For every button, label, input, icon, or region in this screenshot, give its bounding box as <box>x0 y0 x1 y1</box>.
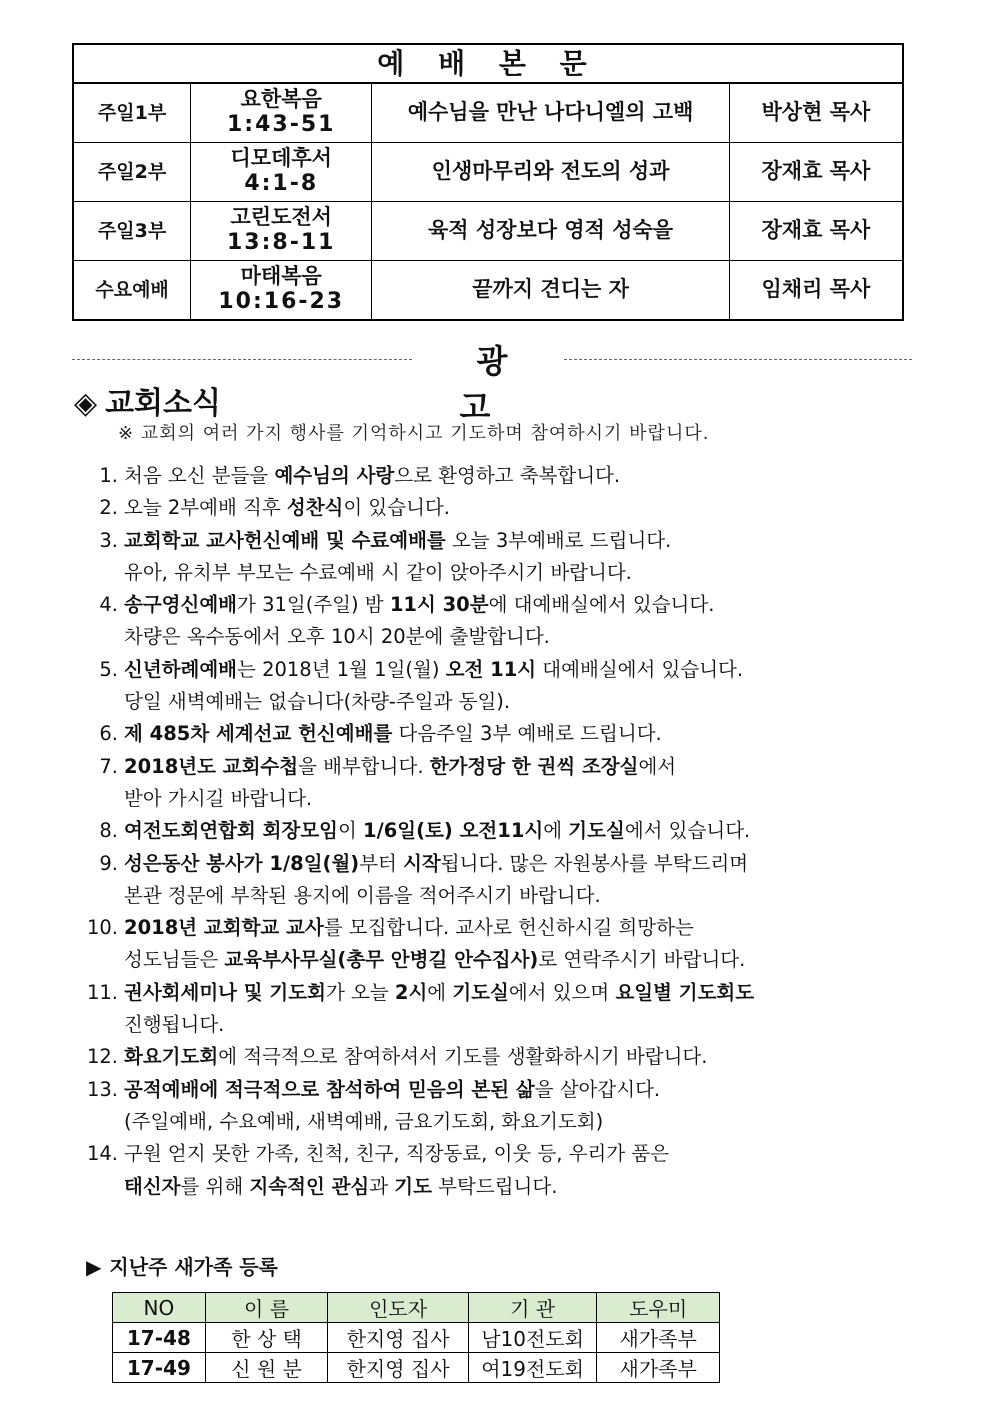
plain-text: 에 적극적으로 참여하셔서 기도를 생활화하시기 바랍니다. <box>218 1045 708 1069</box>
announcement-line <box>72 977 942 1009</box>
sermon-title: 예수님을 만난 나다니엘의 고백 <box>372 83 729 143</box>
emphasis-text: 요일별 기도회도 <box>615 980 755 1004</box>
plain-text: 가 31일(주일) 밤 <box>237 593 390 617</box>
service-name: 주일1부 <box>73 83 191 143</box>
announcement-text <box>124 561 632 584</box>
diamond-icon: ◈ <box>74 386 98 421</box>
plain-text: 유아, 유치부 부모는 수료예배 시 같이 앉아주시기 바랍니다. <box>124 560 632 584</box>
table-row <box>113 1353 720 1383</box>
emphasis-text: 공적예배에 적극적으로 참석하여 믿음의 본된 삶 <box>124 1077 535 1101</box>
emphasis-text: 성찬식 <box>286 496 344 520</box>
announcement-item <box>72 1138 942 1203</box>
plain-text: 이 있습니다. <box>343 496 450 520</box>
emphasis-text: 2018년 교회학교 교사 <box>124 916 324 940</box>
announcement-line <box>72 1138 942 1170</box>
scripture-cell <box>191 261 372 321</box>
emphasis-text: 여전도회연합회 회장모임 <box>124 819 338 843</box>
plain-text: 부터 <box>359 851 404 875</box>
announcement-number: 2. <box>99 496 118 520</box>
scripture-reference: 4:1-8 <box>244 171 319 197</box>
plain-text: 를 모집합니다. 교사로 헌신하시길 희망하는 <box>323 916 694 940</box>
table-cell: 17-48 <box>113 1323 206 1353</box>
plain-text: 로 연락주시기 바랍니다. <box>538 948 746 972</box>
section-note: ※ 교회의 여러 가지 행사를 기억하시고 기도하며 참여하시기 바랍니다. <box>118 423 710 444</box>
worship-title: 예 배 본 문 <box>73 44 903 83</box>
scripture-book: 고린도전서 <box>230 205 332 230</box>
announcement-number: 1. <box>99 464 118 487</box>
plain-text: 당일 새벽예배는 없습니다(차량-주일과 동일). <box>124 690 511 714</box>
emphasis-text: 지속적인 관심 <box>249 1174 370 1198</box>
plain-text: 오늘 2부예배 직후 <box>124 496 287 520</box>
emphasis-text: 2018년도 교회수첩 <box>124 754 299 778</box>
new-family-table <box>112 1292 720 1383</box>
triangle-right-icon: ▶ <box>86 1255 102 1279</box>
worship-row <box>73 202 903 261</box>
announcement-line <box>72 783 942 815</box>
sermon-title: 인생마무리와 전도의 성과 <box>372 143 729 202</box>
table-row <box>113 1323 720 1353</box>
emphasis-text: 태신자 <box>124 1174 181 1198</box>
plain-text: 받아 가시길 바랍니다. <box>124 786 313 810</box>
announcement-text <box>124 787 312 810</box>
plain-text: 처음 오신 분들을 <box>124 464 275 487</box>
scripture-reference: 1:43-51 <box>227 112 336 138</box>
new-family-header: 도우미 <box>597 1293 720 1323</box>
scripture-book: 디모데후서 <box>230 146 332 171</box>
emphasis-text: 2시 <box>394 980 428 1004</box>
worship-row <box>73 261 903 321</box>
preacher: 장재효 목사 <box>729 202 903 261</box>
announcement-line <box>72 718 942 750</box>
announcement-list <box>72 460 942 1203</box>
announcement-text <box>124 981 754 1004</box>
plain-text: 다음주일 3부 예배로 드립니다. <box>392 722 662 746</box>
worship-table <box>72 43 904 321</box>
new-family-header: 인도자 <box>328 1293 469 1323</box>
announcement-text <box>124 755 676 778</box>
table-cell: 한지영 집사 <box>328 1323 469 1353</box>
announcement-line <box>72 1009 942 1041</box>
announcement-number: 10. <box>86 916 118 940</box>
worship-row <box>73 83 903 143</box>
plain-text: 에 <box>427 980 453 1004</box>
section-title: 교회소식 <box>105 386 221 421</box>
table-cell: 17-49 <box>113 1353 206 1383</box>
announcement-text <box>124 916 694 939</box>
announcement-number: 8. <box>99 819 118 843</box>
announcement-number: 12. <box>86 1045 118 1069</box>
announcement-item <box>72 1041 942 1073</box>
preacher: 박상현 목사 <box>729 83 903 143</box>
announcement-line <box>72 848 942 880</box>
announcement-item <box>72 848 942 913</box>
emphasis-text: 화요기도회 <box>124 1045 219 1069</box>
table-cell: 여19전도회 <box>468 1353 597 1383</box>
announcement-item <box>72 912 942 977</box>
announcement-text <box>124 496 450 519</box>
plain-text: 을 살아갑시다. <box>534 1077 661 1101</box>
plain-text: 과 <box>369 1174 395 1198</box>
plain-text: 부탁드립니다. <box>431 1174 558 1198</box>
scripture-book: 마태복음 <box>240 264 322 289</box>
announcement-number: 7. <box>99 754 118 778</box>
announcement-item <box>72 718 942 750</box>
announcement-line <box>72 525 942 557</box>
scripture-cell <box>191 83 372 143</box>
plain-text: 가 오늘 <box>325 980 395 1004</box>
announcement-line <box>72 460 942 492</box>
plain-text: 에 <box>543 819 569 843</box>
announcement-text <box>124 1013 224 1036</box>
announcement-item <box>72 751 942 816</box>
plain-text: 에서 있으며 <box>508 980 616 1004</box>
announcement-line <box>72 944 942 976</box>
announcement-line <box>72 557 942 589</box>
announcement-item <box>72 654 942 719</box>
preacher: 임채리 목사 <box>729 261 903 321</box>
worship-row <box>73 143 903 202</box>
announcement-number: 13. <box>86 1077 118 1101</box>
announcement-text <box>124 625 550 648</box>
emphasis-text: 제 485차 세계선교 헌신예배를 <box>124 722 393 746</box>
announcement-text <box>124 1078 660 1101</box>
emphasis-text: 성은동산 봉사가 1/8일(월) <box>124 851 360 875</box>
announcement-text <box>124 690 510 713</box>
announcement-line <box>72 1106 942 1138</box>
table-cell: 새가족부 <box>597 1323 720 1353</box>
sermon-title: 육적 성장보다 영적 성숙을 <box>372 202 729 261</box>
announcement-number: 5. <box>99 657 118 681</box>
plain-text: 구원 얻지 못한 가족, 친척, 친구, 직장동료, 이웃 등, 우리가 품은 <box>124 1142 670 1166</box>
plain-text: 를 위해 <box>180 1174 250 1198</box>
announcement-line <box>72 1171 942 1203</box>
scripture-book: 요한복음 <box>240 87 322 112</box>
scripture-reference: 13:8-11 <box>227 230 336 256</box>
announcement-line <box>72 492 942 524</box>
announcement-line <box>72 686 942 718</box>
announcement-item <box>72 589 942 654</box>
table-cell: 새가족부 <box>597 1353 720 1383</box>
scripture-cell <box>191 143 372 202</box>
plain-text: 으로 환영하고 축복합니다. <box>394 464 621 487</box>
emphasis-text: 기도실 <box>452 980 509 1004</box>
plain-text: 에서 <box>638 754 677 778</box>
announcement-number: 4. <box>99 593 118 617</box>
new-family-title: 지난주 새가족 등록 <box>109 1255 278 1279</box>
emphasis-text: 한가정당 한 권씩 조장실 <box>429 754 639 778</box>
emphasis-text: 예수님의 사랑 <box>274 464 395 487</box>
announcement-line <box>72 912 942 944</box>
divider-line-left <box>72 359 412 360</box>
plain-text: 대예배실에서 있습니다. <box>536 657 744 681</box>
service-name: 수요예배 <box>73 261 191 321</box>
table-cell: 한 상 택 <box>205 1323 328 1353</box>
plain-text: 됩니다. 많은 자원봉사를 부탁드리며 <box>440 851 749 875</box>
plain-text: 에 대예배실에서 있습니다. <box>488 593 715 617</box>
plain-text: 성도님들은 <box>124 948 225 972</box>
table-cell: 남10전도회 <box>468 1323 597 1353</box>
emphasis-text: 기도 <box>394 1174 432 1198</box>
emphasis-text: 송구영신예배 <box>124 593 238 617</box>
announcement-line <box>72 815 942 847</box>
announcement-text <box>124 1142 669 1165</box>
announcement-line <box>72 621 942 653</box>
emphasis-text: 오전 11시 <box>445 657 537 681</box>
announcement-item <box>72 815 942 847</box>
plain-text: 본관 정문에 부착된 용지에 이름을 적어주시기 바랍니다. <box>124 883 601 907</box>
new-family-header: NO <box>113 1293 206 1323</box>
emphasis-text: 신년하례예배 <box>124 657 238 681</box>
scripture-cell <box>191 202 372 261</box>
section-heading <box>74 378 221 422</box>
plain-text: (주일예배, 수요예배, 새벽예배, 금요기도회, 화요기도회) <box>124 1109 604 1133</box>
table-cell: 신 원 분 <box>205 1353 328 1383</box>
emphasis-text: 시작 <box>403 851 441 875</box>
announcement-item <box>72 492 942 524</box>
announcement-number: 14. <box>86 1142 118 1166</box>
announcement-text <box>124 1175 557 1198</box>
announcement-item <box>72 977 942 1042</box>
announcement-line <box>72 589 942 621</box>
announcement-number: 6. <box>99 722 118 746</box>
announcement-number: 11. <box>86 980 118 1004</box>
announcement-item <box>72 1074 942 1139</box>
announcement-text <box>124 948 745 971</box>
emphasis-text: 교육부사무실(총무 안병길 안수집사) <box>224 948 539 972</box>
announcement-text <box>124 593 714 616</box>
plain-text: 오늘 3부예배로 드립니다. <box>445 528 672 552</box>
plain-text: 진행됩니다. <box>124 1013 225 1037</box>
emphasis-text: 11시 30분 <box>389 593 489 617</box>
announcement-item <box>72 460 942 492</box>
announcement-line <box>72 751 942 783</box>
new-family-header: 이 름 <box>205 1293 328 1323</box>
service-name: 주일2부 <box>73 143 191 202</box>
preacher: 장재효 목사 <box>729 143 903 202</box>
announcement-number: 3. <box>99 528 118 552</box>
announcement-line <box>72 1041 942 1073</box>
announcement-text <box>124 722 662 745</box>
announcement-text <box>124 884 601 907</box>
announcement-line <box>72 1074 942 1106</box>
announcement-text <box>124 1110 603 1133</box>
announcement-text <box>124 819 750 842</box>
scripture-reference: 10:16-23 <box>218 289 345 315</box>
service-name: 주일3부 <box>73 202 191 261</box>
plain-text: 에서 있습니다. <box>624 819 751 843</box>
ads-title: 광고 <box>459 342 542 426</box>
announcement-line <box>72 880 942 912</box>
table-cell: 한지영 집사 <box>328 1353 469 1383</box>
announcement-text <box>124 852 748 875</box>
announcement-text <box>124 1045 707 1068</box>
emphasis-text: 교회학교 교사헌신예배 및 수료예배를 <box>124 528 446 552</box>
sermon-title: 끝까지 견디는 자 <box>372 261 729 321</box>
emphasis-text: 1/6일(토) 오전11시 <box>363 819 544 843</box>
announcement-text <box>124 464 620 487</box>
divider-line-right <box>564 359 912 360</box>
emphasis-text: 기도실 <box>568 819 625 843</box>
announcement-text <box>124 658 743 681</box>
plain-text: 차량은 옥수동에서 오후 10시 20분에 출발합니다. <box>124 625 550 649</box>
plain-text: 을 배부합니다. <box>298 754 430 778</box>
announcement-number: 9. <box>99 851 118 875</box>
emphasis-text: 권사회세미나 및 기도회 <box>124 980 326 1004</box>
announcement-text <box>124 529 671 552</box>
plain-text: 는 2018년 1월 1일(월) <box>237 657 446 681</box>
plain-text: 이 <box>338 819 364 843</box>
new-family-heading <box>86 1251 278 1280</box>
announcement-item <box>72 525 942 590</box>
announcement-line <box>72 654 942 686</box>
new-family-header: 기 관 <box>468 1293 597 1323</box>
